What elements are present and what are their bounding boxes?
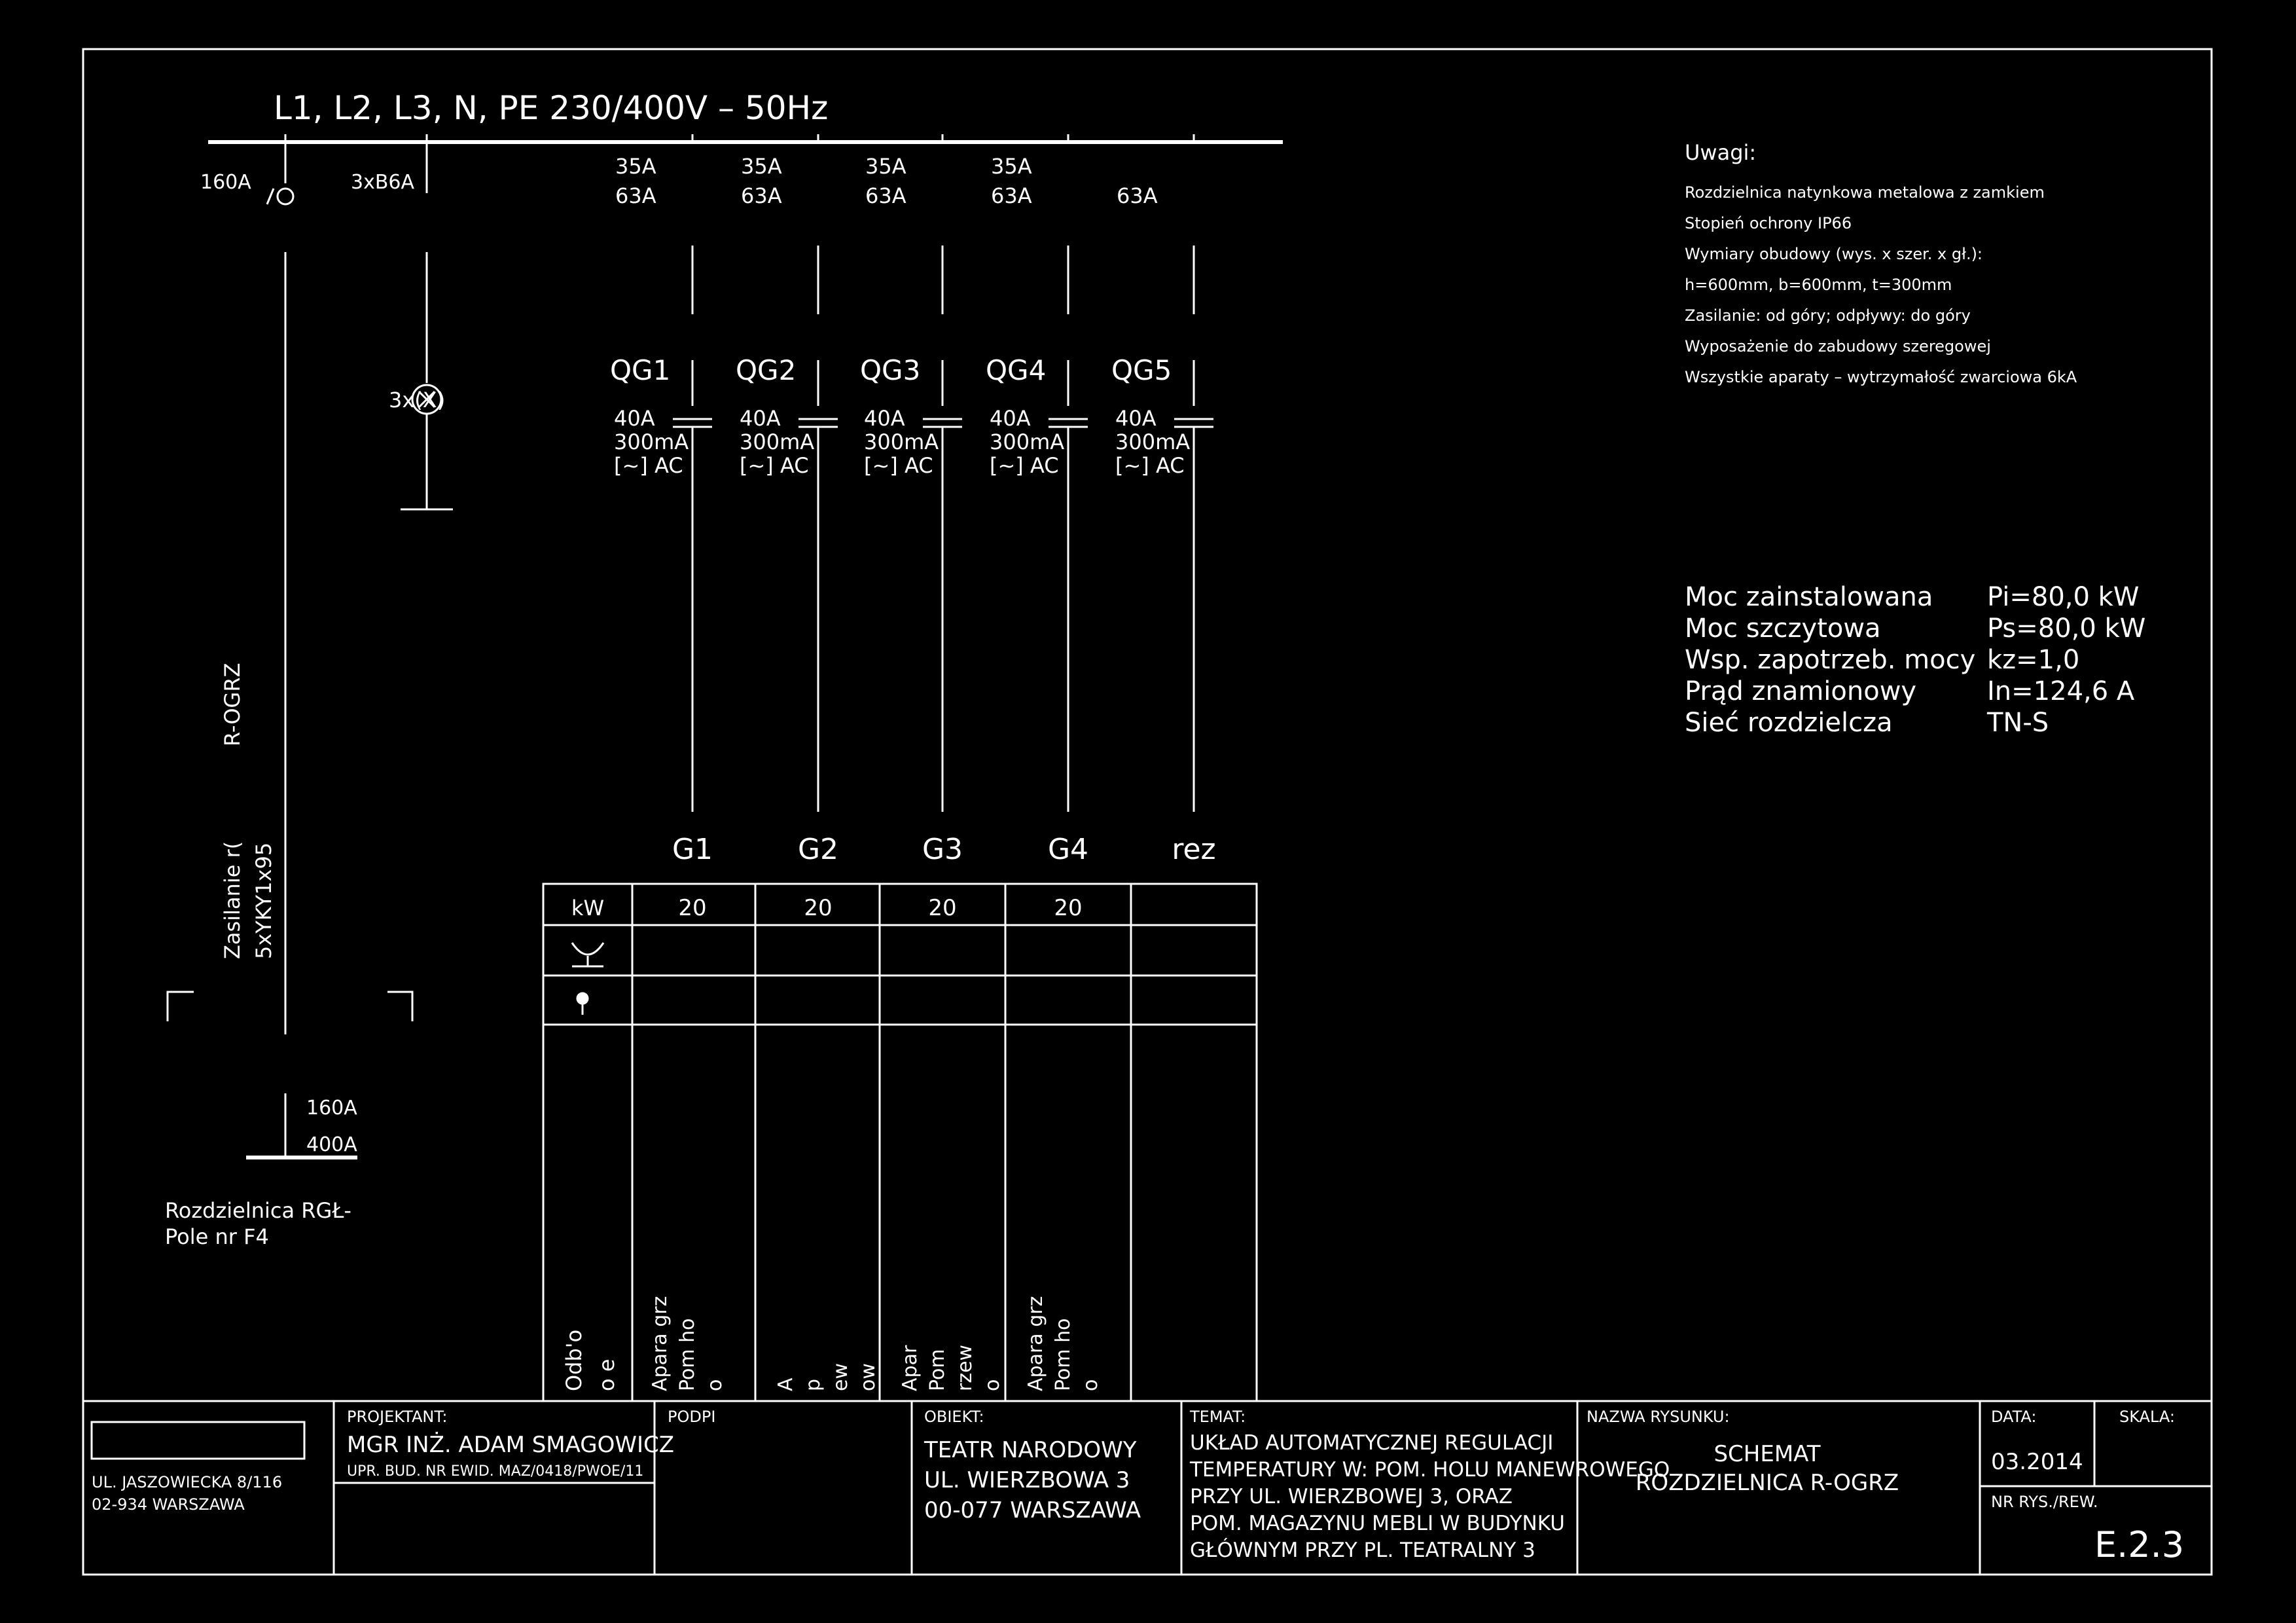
circuit-description: p (802, 1378, 825, 1391)
enclosure-mark-right (387, 992, 412, 1021)
designer-license: UPR. BUD. NR EWID. MAZ/0418/PWOE/11 (347, 1463, 644, 1480)
source-panel-line1: Rozdzielnica RGŁ- (165, 1198, 351, 1223)
date-label: DATA: (1991, 1408, 2037, 1426)
fuse-rating-lower: 63A (741, 183, 782, 208)
feeder-cable: 5xYKY1x95 (251, 842, 276, 959)
power-value: TN-S (1987, 708, 2049, 738)
circuit-description: ew (829, 1363, 852, 1391)
rcd-rating: 40A (740, 406, 781, 431)
rcd-sensitivity: 300mA (1115, 429, 1191, 454)
address-line2: 02-934 WARSZAWA (92, 1495, 245, 1514)
subject-line: POM. MAGAZYNU MEBLI W BUDYNKU (1190, 1512, 1565, 1535)
breaker-id: QG1 (610, 354, 671, 386)
breaker-id: QG2 (736, 354, 797, 386)
signature-label: PODPI (668, 1408, 716, 1426)
source-panel-line2: Pole nr F4 (165, 1224, 269, 1249)
rcd-type: [~] AC (864, 453, 933, 478)
circuit-description: Pom (926, 1349, 949, 1391)
drawing-number-label: NR RYS./REW. (1991, 1493, 2098, 1511)
drawing-name-label: NAZWA RYSUNKU: (1587, 1408, 1730, 1426)
feed-breaker-rating: 160A (306, 1097, 357, 1120)
rcd-rating: 40A (864, 406, 905, 431)
rcd-rating: 40A (614, 406, 655, 431)
power-value: Ps=80,0 kW (1987, 613, 2146, 644)
main-switch-rating: 160A (200, 171, 251, 194)
note-line: Wyposażenie do zabudowy szeregowej (1685, 337, 1991, 356)
note-line: Wymiary obudowy (wys. x szer. x gł.): (1685, 245, 1983, 263)
logo-box (92, 1422, 304, 1459)
feeder-name: R-OGRZ (220, 663, 245, 746)
supply-label: L1, L2, L3, N, PE 230/400V – 50Hz (274, 89, 829, 127)
rcd-rating: 40A (1115, 406, 1157, 431)
main-switch-contact (278, 189, 293, 204)
circuit-power: 20 (804, 895, 833, 921)
main-switch-blade (267, 189, 274, 204)
surge-label: 3x(X) (389, 388, 446, 412)
circuit-output: G4 (1047, 833, 1089, 866)
circuit-description: Pom ho (1052, 1318, 1075, 1391)
power-label: Moc zainstalowana (1685, 582, 1933, 612)
circuit-description: rzew (954, 1344, 977, 1391)
rcd-type: [~] AC (990, 453, 1059, 478)
circuit-description: o (1079, 1379, 1102, 1391)
circuit-output: rez (1172, 833, 1216, 866)
power-label: Wsp. zapotrzeb. mocy (1685, 645, 1976, 675)
breaker-id: QG3 (860, 354, 921, 386)
date-value: 03.2014 (1991, 1449, 2083, 1475)
designer-name: MGR INŻ. ADAM SMAGOWICZ (347, 1432, 675, 1458)
note-line: Zasilanie: od góry; odpływy: do góry (1685, 306, 1971, 325)
power-label: Moc szczytowa (1685, 613, 1881, 644)
power-value: kz=1,0 (1987, 645, 2080, 675)
circuit-description: Pom ho (676, 1318, 699, 1391)
circuit-output: G3 (922, 833, 963, 866)
object-label: OBIEKT: (924, 1408, 984, 1426)
rcd-type: [~] AC (740, 453, 809, 478)
circuit-2 (736, 134, 880, 1391)
circuit-power: 20 (678, 895, 707, 921)
overvoltage-rating: 3xB6A (351, 171, 415, 194)
note-line: Rozdzielnica natynkowa metalowa z zamkiem (1685, 183, 2045, 202)
rcd-rating: 40A (990, 406, 1031, 431)
subject-line: PRZY UL. WIERZBOWEJ 3, ORAZ (1190, 1485, 1513, 1508)
circuit-5 (1111, 134, 1216, 866)
fuse-rating-lower: 63A (615, 183, 656, 208)
rcd-sensitivity: 300mA (614, 429, 689, 454)
fuse-rating-lower: 63A (991, 183, 1032, 208)
receiver-header: Odb'o (562, 1329, 586, 1391)
circuit-description: ow (857, 1363, 880, 1391)
object-line: TEATR NARODOWY (924, 1437, 1137, 1463)
note-line: h=600mm, b=600mm, t=300mm (1685, 276, 1952, 294)
drawing-number: E.2.3 (2094, 1524, 2185, 1565)
fuse-rating-upper: 35A (865, 154, 906, 179)
circuit-3 (860, 134, 1004, 1391)
subject-line: GŁÓWNYM PRZY PL. TEATRALNY 3 (1190, 1539, 1535, 1562)
circuit-description: o (704, 1379, 726, 1391)
power-label: Sieć rozdzielcza (1685, 708, 1893, 738)
circuit-description: Apar (899, 1345, 922, 1391)
subject-label: TEMAT: (1190, 1408, 1246, 1426)
breaker-id: QG4 (986, 354, 1047, 386)
lamp-symbol (577, 993, 588, 1004)
rcd-type: [~] AC (1115, 453, 1185, 478)
scale-label: SKALA: (2119, 1408, 2175, 1426)
circuit-power: 20 (1054, 895, 1083, 921)
breaker-id: QG5 (1111, 354, 1172, 386)
circuit-1 (610, 134, 726, 1391)
rcd-sensitivity: 300mA (864, 429, 939, 454)
object-line: 00-077 WARSZAWA (924, 1497, 1141, 1523)
subject-line: UKŁAD AUTOMATYCZNEJ REGULACJI (1190, 1431, 1554, 1455)
fuse-rating-upper: 35A (615, 154, 656, 179)
address-line1: UL. JASZOWIECKA 8/116 (92, 1473, 283, 1491)
designer-label: PROJEKTANT: (347, 1408, 448, 1426)
drawing-name-line: SCHEMAT (1713, 1441, 1821, 1467)
power-value: In=124,6 A (1987, 676, 2135, 706)
drawing-name-line: ROZDZIELNICA R-OGRZ (1635, 1470, 1899, 1496)
fuse-rating-upper: 35A (991, 154, 1032, 179)
note-line: Stopień ochrony IP66 (1685, 214, 1852, 232)
feeder-label: Zasilanie r( (220, 841, 245, 959)
feed-breaker-frame: 400A (306, 1133, 357, 1156)
fuse-rating-upper: 35A (741, 154, 782, 179)
circuit-output: G1 (672, 833, 713, 866)
circuit-description: Apara grz (649, 1296, 672, 1391)
fuse-rating-lower: 63A (865, 183, 906, 208)
circuit-description: Apara grz (1024, 1296, 1047, 1391)
rcd-sensitivity: 300mA (990, 429, 1065, 454)
rcd-sensitivity: 300mA (740, 429, 815, 454)
kw-header: kW (571, 896, 605, 921)
object-line: UL. WIERZBOWA 3 (924, 1467, 1130, 1493)
circuit-output: G2 (797, 833, 839, 866)
subject-line: TEMPERATURY W: POM. HOLU MANEWROWEGO (1190, 1458, 1670, 1482)
fuse-rating-lower: 63A (1117, 183, 1158, 208)
power-label: Prąd znamionowy (1685, 676, 1917, 706)
power-value: Pi=80,0 kW (1987, 582, 2140, 612)
receiver-header: o e (594, 1359, 619, 1391)
rcd-type: [~] AC (614, 453, 683, 478)
notes-title: Uwagi: (1685, 140, 1757, 165)
note-line: Wszystkie aparaty – wytrzymałość zwarciowa 6kA (1685, 368, 2077, 386)
circuit-power: 20 (928, 895, 957, 921)
socket-symbol (572, 943, 603, 955)
circuit-description: o (981, 1379, 1004, 1391)
enclosure-mark-left (168, 992, 194, 1021)
circuit-description: A (774, 1377, 797, 1391)
circuit-4 (986, 134, 1102, 1391)
